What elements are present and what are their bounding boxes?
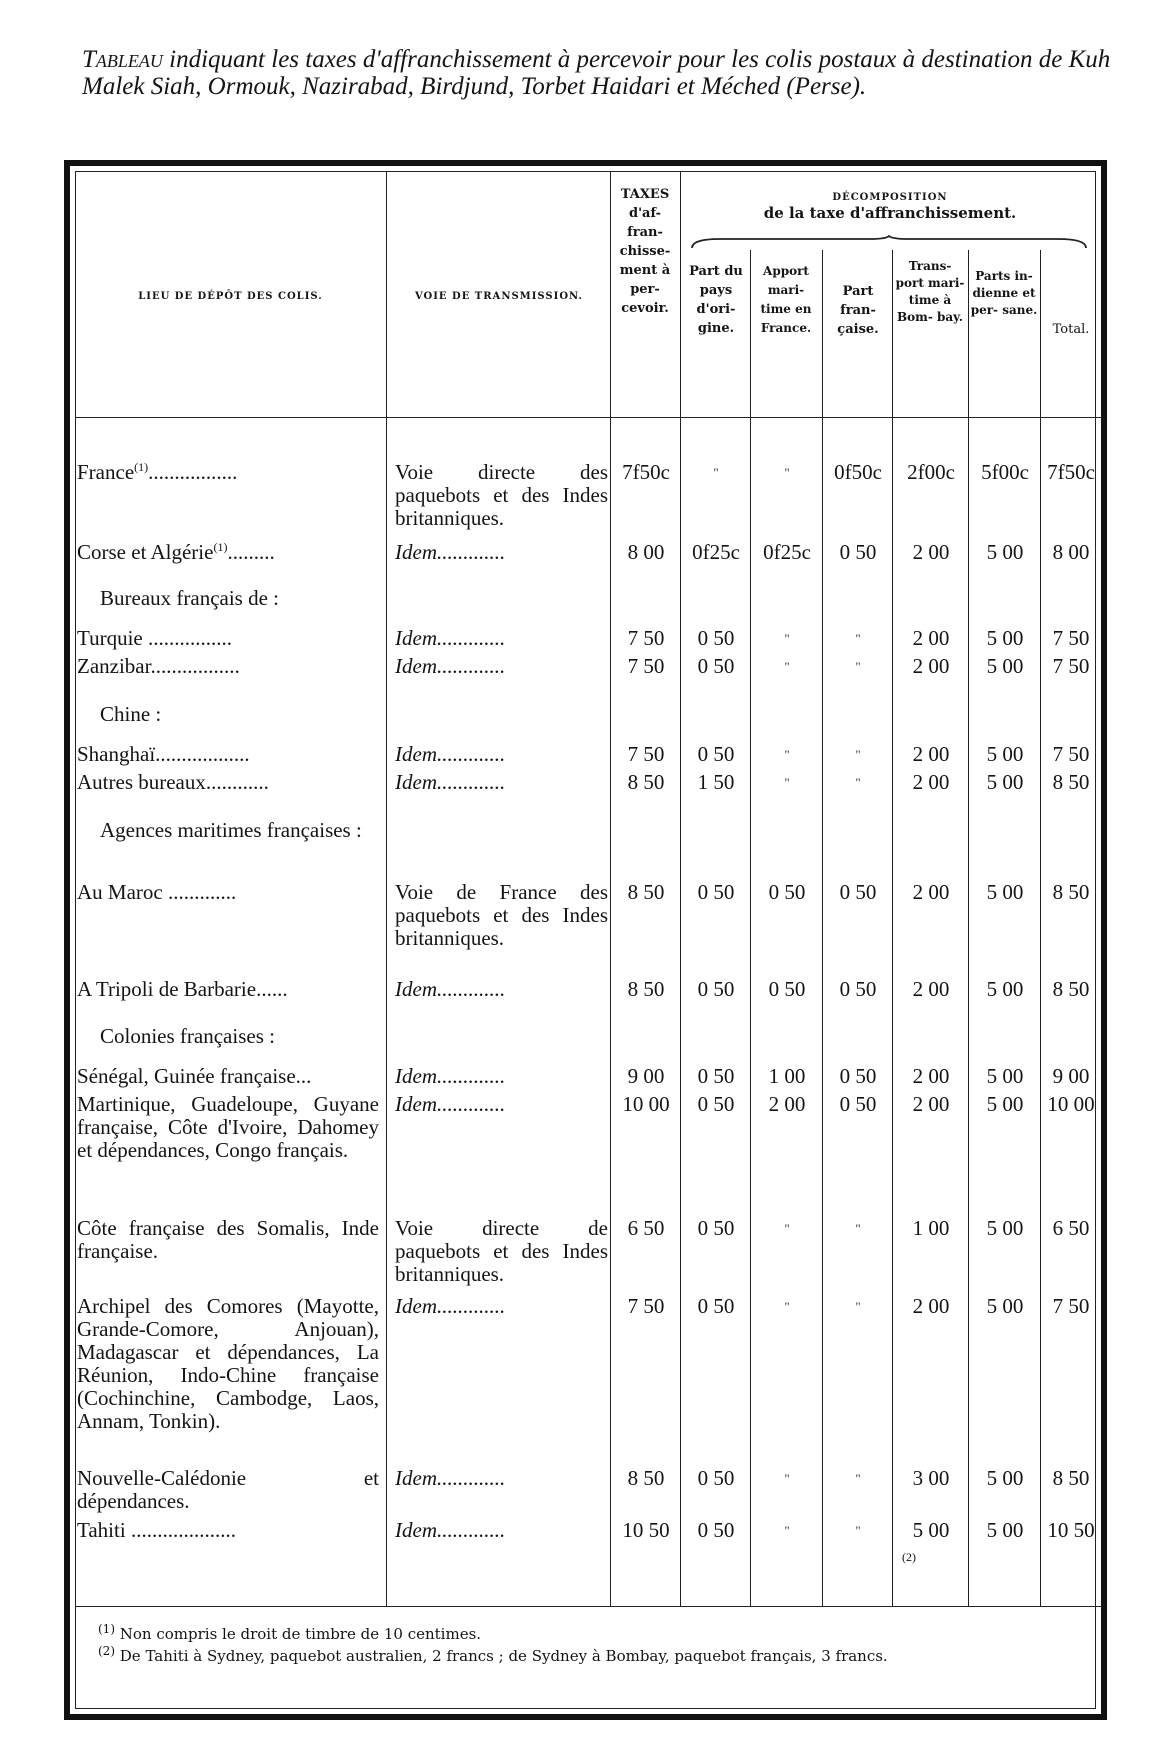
row-somalis-total: 6 50 — [1052, 1216, 1090, 1240]
row-tahiti-bombay: 5 00 — [912, 1518, 950, 1542]
row-tahiti-indienne: 5 00 — [986, 1518, 1024, 1542]
col-sep-pays — [680, 171, 681, 1606]
row-maroc-total: 8 50 — [1052, 880, 1090, 904]
row-martinique-fr: 0 50 — [839, 1092, 877, 1116]
row-somalis-apport: " — [784, 1221, 790, 1236]
row-martinique-indienne: 5 00 — [986, 1092, 1024, 1116]
row-martinique-pays: 0 50 — [697, 1092, 735, 1116]
row-autres-total: 8 50 — [1052, 770, 1090, 794]
row-comores-apport: " — [784, 1299, 790, 1314]
row-senegal-fr: 0 50 — [839, 1064, 877, 1088]
row-martinique-place: Martinique, Guadeloupe, Guyane française, Côte d'Ivoire, Dahomey et dépendances, Congo français. — [77, 1092, 379, 1162]
row-shanghai-bombay: 2 00 — [912, 742, 950, 766]
row-maroc-apport: 0 50 — [768, 880, 806, 904]
row-maroc-taxe: 8 50 — [627, 880, 665, 904]
header-apport: Apport mari- time en France. — [760, 264, 812, 335]
row-shanghai-route: Idem............. — [395, 742, 506, 766]
col-sep-apport — [750, 250, 751, 1606]
row-martinique-route: Idem............. — [395, 1092, 506, 1116]
row-zanzibar-apport: " — [784, 659, 790, 674]
row-caledonie-taxe: 8 50 — [627, 1466, 665, 1490]
header-part-pays: Part du pays d'ori- gine. — [689, 264, 743, 336]
col-sep-voie — [386, 171, 387, 1606]
row-france-indienne: 5f00c — [981, 460, 1029, 484]
row-turquie-route: Idem............. — [395, 626, 506, 650]
row-somalis-fr: " — [855, 1221, 861, 1236]
table-title — [82, 46, 1132, 100]
row-zanzibar-total: 7 50 — [1052, 654, 1090, 678]
row-corse-pays: 0f25c — [692, 540, 740, 564]
footnote-1: $^{(1)}$ Non compris le droit de timbre de 10 centimes. — [98, 1622, 482, 1643]
row-corse-total: 8 00 — [1052, 540, 1090, 564]
row-france-bombay: 2f00c — [907, 460, 955, 484]
row-turquie-place: Turquie ................ — [77, 626, 232, 650]
footnote-2: $^{(2)}$ De Tahiti à Sydney, paquebot australien, 2 francs ; de Sydney à Bombay, paquebot français, 3 francs. — [98, 1644, 888, 1665]
row-maroc-pays: 0 50 — [697, 880, 735, 904]
row-zanzibar-fr: " — [855, 659, 861, 674]
decomposition-brace — [690, 235, 1088, 249]
row-autres-place: Autres bureaux............ — [77, 770, 269, 794]
row-caledonie-total: 8 50 — [1052, 1466, 1090, 1490]
row-maroc-place: Au Maroc ............. — [77, 880, 237, 904]
row-maroc-route: Voie de France des paquebots et des Indes britanniques. — [395, 880, 608, 950]
row-tahiti-place: Tahiti .................... — [77, 1518, 236, 1542]
row-tahiti-bombay-note: (2) — [902, 1550, 916, 1564]
row-maroc-bombay: 2 00 — [912, 880, 950, 904]
row-turquie-indienne: 5 00 — [986, 626, 1024, 650]
row-tripoli-place: A Tripoli de Barbarie...... — [77, 977, 288, 1001]
row-senegal-pays: 0 50 — [697, 1064, 735, 1088]
row-comores-indienne: 5 00 — [986, 1294, 1024, 1318]
row-somalis-bombay: 1 00 — [912, 1216, 950, 1240]
header-decomposition-sub: de la taxe d'affranchissement. — [763, 204, 1017, 222]
row-tahiti-fr: " — [855, 1523, 861, 1538]
header-lieu: LIEU DE DÉPÔT DES COLIS. — [138, 291, 323, 302]
row-martinique-bombay: 2 00 — [912, 1092, 950, 1116]
row-shanghai-indienne: 5 00 — [986, 742, 1024, 766]
row-somalis-route: Voie directe de paquebots et des Indes britanniques. — [395, 1216, 608, 1286]
row-autres-fr: " — [855, 775, 861, 790]
row-turquie-taxe: 7 50 — [627, 626, 665, 650]
row-senegal-apport: 1 00 — [768, 1064, 806, 1088]
row-tripoli-pays: 0 50 — [697, 977, 735, 1001]
header-voie: VOIE DE TRANSMISSION. — [414, 291, 584, 302]
row-caledonie-place: Nouvelle-Calédonie et dépendances. — [77, 1466, 379, 1513]
row-somalis-indienne: 5 00 — [986, 1216, 1024, 1240]
row-comores-bombay: 2 00 — [912, 1294, 950, 1318]
row-tahiti-taxe: 10 50 — [622, 1518, 670, 1542]
row-caledonie-fr: " — [855, 1471, 861, 1486]
row-tahiti-route: Idem............. — [395, 1518, 506, 1542]
row-maroc-fr: 0 50 — [839, 880, 877, 904]
row-caledonie-route: Idem............. — [395, 1466, 506, 1490]
row-turquie-fr: " — [855, 631, 861, 646]
row-autres-route: Idem............. — [395, 770, 506, 794]
row-corse-bombay: 2 00 — [912, 540, 950, 564]
row-france-apport: " — [784, 465, 790, 480]
row-corse-place: Corse et Algérie$^{(1)}$......... — [77, 540, 275, 564]
row-autres-pays: 1 50 — [697, 770, 735, 794]
row-corse-apport: 0f25c — [763, 540, 811, 564]
title-text: indiquant les taxes d'affranchissement à percevoir pour les colis postaux à destination de Kuh Malek Siah, Ormouk, Nazirabad, Birdjund, Torbet Haidari et Méched (Perse). — [82, 46, 1111, 100]
row-corse-indienne: 5 00 — [986, 540, 1024, 564]
row-turquie-pays: 0 50 — [697, 626, 735, 650]
header-rule — [75, 417, 1102, 418]
row-tripoli-bombay: 2 00 — [912, 977, 950, 1001]
row-shanghai-fr: " — [855, 747, 861, 762]
row-shanghai-place: Shanghaï.................. — [77, 742, 250, 766]
row-tahiti-apport: " — [784, 1523, 790, 1538]
row-tahiti-pays: 0 50 — [697, 1518, 735, 1542]
row-martinique-total: 10 00 — [1047, 1092, 1095, 1116]
row-somalis-place: Côte française des Somalis, Inde française. — [77, 1216, 379, 1263]
header-part-francaise: Part fran- çaise. — [837, 284, 879, 337]
row-france-place: France$^{(1)}$................. — [77, 460, 238, 484]
section-agences: Agences maritimes françaises : — [100, 818, 362, 842]
row-corse-fr: 0 50 — [839, 540, 877, 564]
row-turquie-total: 7 50 — [1052, 626, 1090, 650]
row-martinique-taxe: 10 00 — [622, 1092, 670, 1116]
row-zanzibar-indienne: 5 00 — [986, 654, 1024, 678]
header-taxes: TAXES d'af- fran- chisse- ment à per- cevoir. — [619, 187, 671, 316]
row-corse-taxe: 8 00 — [627, 540, 665, 564]
row-caledonie-bombay: 3 00 — [912, 1466, 950, 1490]
row-caledonie-indienne: 5 00 — [986, 1466, 1024, 1490]
row-autres-indienne: 5 00 — [986, 770, 1024, 794]
row-tahiti-total: 10 50 — [1047, 1518, 1095, 1542]
row-corse-route: Idem............. — [395, 540, 506, 564]
row-senegal-place: Sénégal, Guinée française... — [77, 1064, 312, 1088]
row-comores-route: Idem............. — [395, 1294, 506, 1318]
row-france-total: 7f50c — [1047, 460, 1095, 484]
header-parts-indienne: Parts in- dienne et per- sane. — [970, 269, 1038, 317]
row-caledonie-pays: 0 50 — [697, 1466, 735, 1490]
row-senegal-route: Idem............. — [395, 1064, 506, 1088]
row-autres-taxe: 8 50 — [627, 770, 665, 794]
row-autres-apport: " — [784, 775, 790, 790]
row-comores-place: Archipel des Comores (Mayotte, Grande-Comore, Anjouan), Madagascar et dépendances, La Réunion, Indo-Chine française (Cochinchine, Cambodge, Laos, Annam, Tonkin). — [77, 1294, 379, 1433]
row-shanghai-apport: " — [784, 747, 790, 762]
row-tripoli-fr: 0 50 — [839, 977, 877, 1001]
row-tripoli-route: Idem............. — [395, 977, 506, 1001]
row-maroc-indienne: 5 00 — [986, 880, 1024, 904]
row-comores-total: 7 50 — [1052, 1294, 1090, 1318]
row-tripoli-taxe: 8 50 — [627, 977, 665, 1001]
row-shanghai-total: 7 50 — [1052, 742, 1090, 766]
row-martinique-apport: 2 00 — [768, 1092, 806, 1116]
row-zanzibar-taxe: 7 50 — [627, 654, 665, 678]
row-shanghai-pays: 0 50 — [697, 742, 735, 766]
section-bureaux: Bureaux français de : — [100, 586, 280, 610]
row-zanzibar-pays: 0 50 — [697, 654, 735, 678]
row-turquie-apport: " — [784, 631, 790, 646]
row-france-fr: 0f50c — [834, 460, 882, 484]
col-sep-indienne — [968, 250, 969, 1606]
row-somalis-taxe: 6 50 — [627, 1216, 665, 1240]
row-senegal-indienne: 5 00 — [986, 1064, 1024, 1088]
row-zanzibar-bombay: 2 00 — [912, 654, 950, 678]
row-france-route: Voie directe des paquebots et des Indes britanniques. — [395, 460, 608, 530]
row-shanghai-taxe: 7 50 — [627, 742, 665, 766]
col-sep-taxes — [610, 171, 611, 1606]
row-caledonie-apport: " — [784, 1471, 790, 1486]
row-somalis-pays: 0 50 — [697, 1216, 735, 1240]
row-autres-bombay: 2 00 — [912, 770, 950, 794]
row-senegal-bombay: 2 00 — [912, 1064, 950, 1088]
col-sep-bombay — [892, 250, 893, 1606]
header-decomposition: DÉCOMPOSITION — [832, 192, 948, 203]
section-chine: Chine : — [100, 702, 162, 726]
row-zanzibar-place: Zanzibar................. — [77, 654, 240, 678]
footer-rule — [75, 1606, 1102, 1607]
row-senegal-taxe: 9 00 — [627, 1064, 665, 1088]
col-sep-fr — [822, 250, 823, 1606]
row-tripoli-indienne: 5 00 — [986, 977, 1024, 1001]
title-lead: Tableau — [82, 46, 163, 73]
section-colonies: Colonies françaises : — [100, 1024, 275, 1048]
header-transport: Trans- port mari- time à Bom- bay. — [895, 259, 965, 324]
row-comores-pays: 0 50 — [697, 1294, 735, 1318]
row-comores-taxe: 7 50 — [627, 1294, 665, 1318]
header-total: Total. — [1052, 322, 1090, 337]
row-tripoli-apport: 0 50 — [768, 977, 806, 1001]
row-france-taxe: 7f50c — [622, 460, 670, 484]
row-turquie-bombay: 2 00 — [912, 626, 950, 650]
row-france-pays: " — [713, 465, 719, 480]
col-sep-total — [1040, 250, 1041, 1606]
row-senegal-total: 9 00 — [1052, 1064, 1090, 1088]
row-zanzibar-route: Idem............. — [395, 654, 506, 678]
row-comores-fr: " — [855, 1299, 861, 1314]
row-tripoli-total: 8 50 — [1052, 977, 1090, 1001]
